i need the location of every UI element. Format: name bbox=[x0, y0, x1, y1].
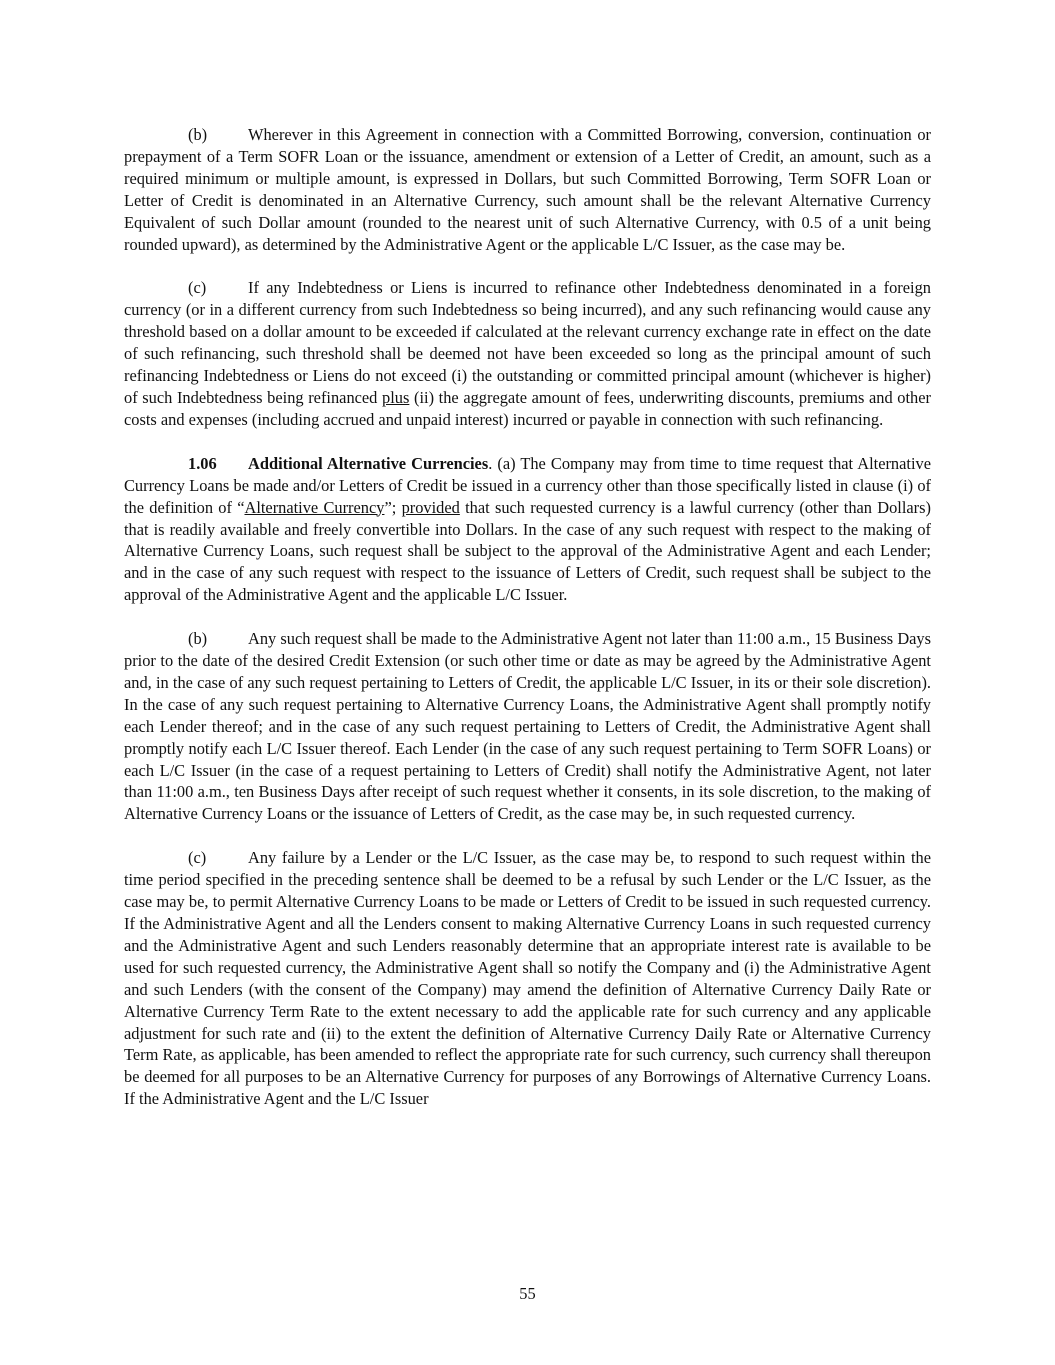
underlined-term-provided: provided bbox=[401, 497, 460, 517]
paragraph-1-06-b bbox=[124, 628, 931, 825]
page-number: 55 bbox=[519, 1284, 536, 1303]
paragraph-text: ”; bbox=[384, 497, 397, 517]
document-body bbox=[124, 124, 931, 1132]
paragraph-number: (b) bbox=[188, 629, 208, 649]
paragraph-text: Wherever in this Agreement in connection with a Committed Borrowing, conversion, continuation or prepayment of a Term SOFR Loan or the issuance, amendment or extension of a Letter of Credit, an amount, such as a required minimum or multiple amount, is expressed in Dollars, but such Committed Borrowing, Term SOFR Loan or Letter of Credit is denominated in an Alternative Currency, such amount shall be the relevant Alternative Currency Equivalent of such Dollar amount (rounded to the nearest unit of such Alternative Currency, with 0.5 of a unit being rounded upward), as determined by the Administrative Agent or the applicable L/C Issuer, as the case may be. bbox=[124, 125, 931, 254]
paragraph-number: (b) bbox=[188, 125, 208, 144]
paragraph-text: . (a) The Company may from time to time request that Alternative Currency Loans be made and/or Letters of Credit be issued in a currency other than those specifically listed in clause (i) of the definition of “ bbox=[124, 453, 931, 517]
section-number: 1.06 bbox=[188, 453, 217, 473]
underlined-term-plus: plus bbox=[382, 387, 410, 407]
paragraph-number: (c) bbox=[188, 848, 207, 868]
paragraph-1-05-c bbox=[124, 277, 931, 430]
defined-term: Alternative Currency bbox=[244, 497, 385, 517]
section-1-06 bbox=[124, 453, 931, 606]
paragraph-text: Any such request shall be made to the Administrative Agent not later than 11:00 a.m., 15 Business Days prior to the date of the desired Credit Extension (or such other time or date as may be agreed by the Administrative Agent and, in the case of any such request pertaining to Letters of Credit, the applicable L/C Issuer, in its or their sole discretion). In the case of any such request pertaining to Alternative Currency Loans, the Administrative Agent shall promptly notify each Lender thereof; and in the case of any such request pertaining to Letters of Credit, the Administrative Agent shall promptly notify each L/C Issuer thereof. Each Lender (in the case of any such request pertaining to Term SOFR Loans) or each L/C Issuer (in the case of a request pertaining to Letters of Credit) shall notify the Administrative Agent, not later than 11:00 a.m., ten Business Days after receipt of such request whether it consents, in its sole discretion, to the making of Alternative Currency Loans or the issuance of Letters of Credit, as the case may be, in such requested currency. bbox=[124, 629, 931, 824]
section-title: Additional Alternative Currencies bbox=[248, 453, 489, 473]
paragraph-text: Any failure by a Lender or the L/C Issuer, as the case may be, to respond to such request within the time period specified in the preceding sentence shall be deemed to be a refusal by such Lender or the L/C Issuer, as the case may be, to permit Alternative Currency Loans to be made or Letters of Credit to be issued in such requested currency. If the Administrative Agent and all the Lenders consent to making Alternative Currency Loans in such requested currency and the Administrative Agent and such Lenders reasonably determine that an appropriate interest rate is available to be used for such requested currency, the Administrative Agent shall so notify the Company and (i) the Administrative Agent and such Lenders (with the consent of the Company) may amend the definition of Alternative Currency Daily Rate or Alternative Currency Term Rate to the extent necessary to add the applicable rate for such currency and any applicable adjustment for such rate and (ii) to the extent the definition of Alternative Currency Daily Rate or Alternative Currency Term Rate, as applicable, has been amended to reflect the appropriate rate for such currency, such currency shall thereupon be deemed for all purposes to be an Alternative Currency for purposes of any Borrowings of Alternative Currency Loans. If the Administrative Agent and the L/C Issuer bbox=[124, 848, 931, 1109]
paragraph-text: (ii) the aggregate amount of fees, underwriting discounts, premiums and other costs and expenses (including accrued and unpaid interest) incurred or payable in connection with such refinancing. bbox=[124, 387, 931, 429]
paragraph-text: that such requested currency is a lawful currency (other than Dollars) that is readily available and freely convertible into Dollars. In the case of any such request with respect to the making of Alternative Currency Loans, such request shall be subject to the approval of the Administrative Agent and each Lender; and in the case of any such request with respect to the issuance of Letters of Credit, such request shall be subject to the approval of the Administrative Agent and the applicable L/C Issuer. bbox=[124, 497, 931, 605]
paragraph-number: (c) bbox=[188, 278, 207, 298]
paragraph-1-06-c bbox=[124, 847, 931, 1110]
paragraph-1-05-b bbox=[124, 124, 931, 255]
paragraph-text: If any Indebtedness or Liens is incurred to refinance other Indebtedness denominated in a foreign currency (or in a different currency from such Indebtedness so being incurred), and any such refinancing would cause any threshold based on a dollar amount to be exceeded if calculated at the relevant currency exchange rate in effect on the date of such refinancing, such threshold shall be deemed not have been exceeded so long as the principal amount of such refinancing Indebtedness or Liens do not exceed (i) the outstanding or committed principal amount (whichever is higher) of such Indebtedness being refinanced bbox=[124, 278, 931, 407]
